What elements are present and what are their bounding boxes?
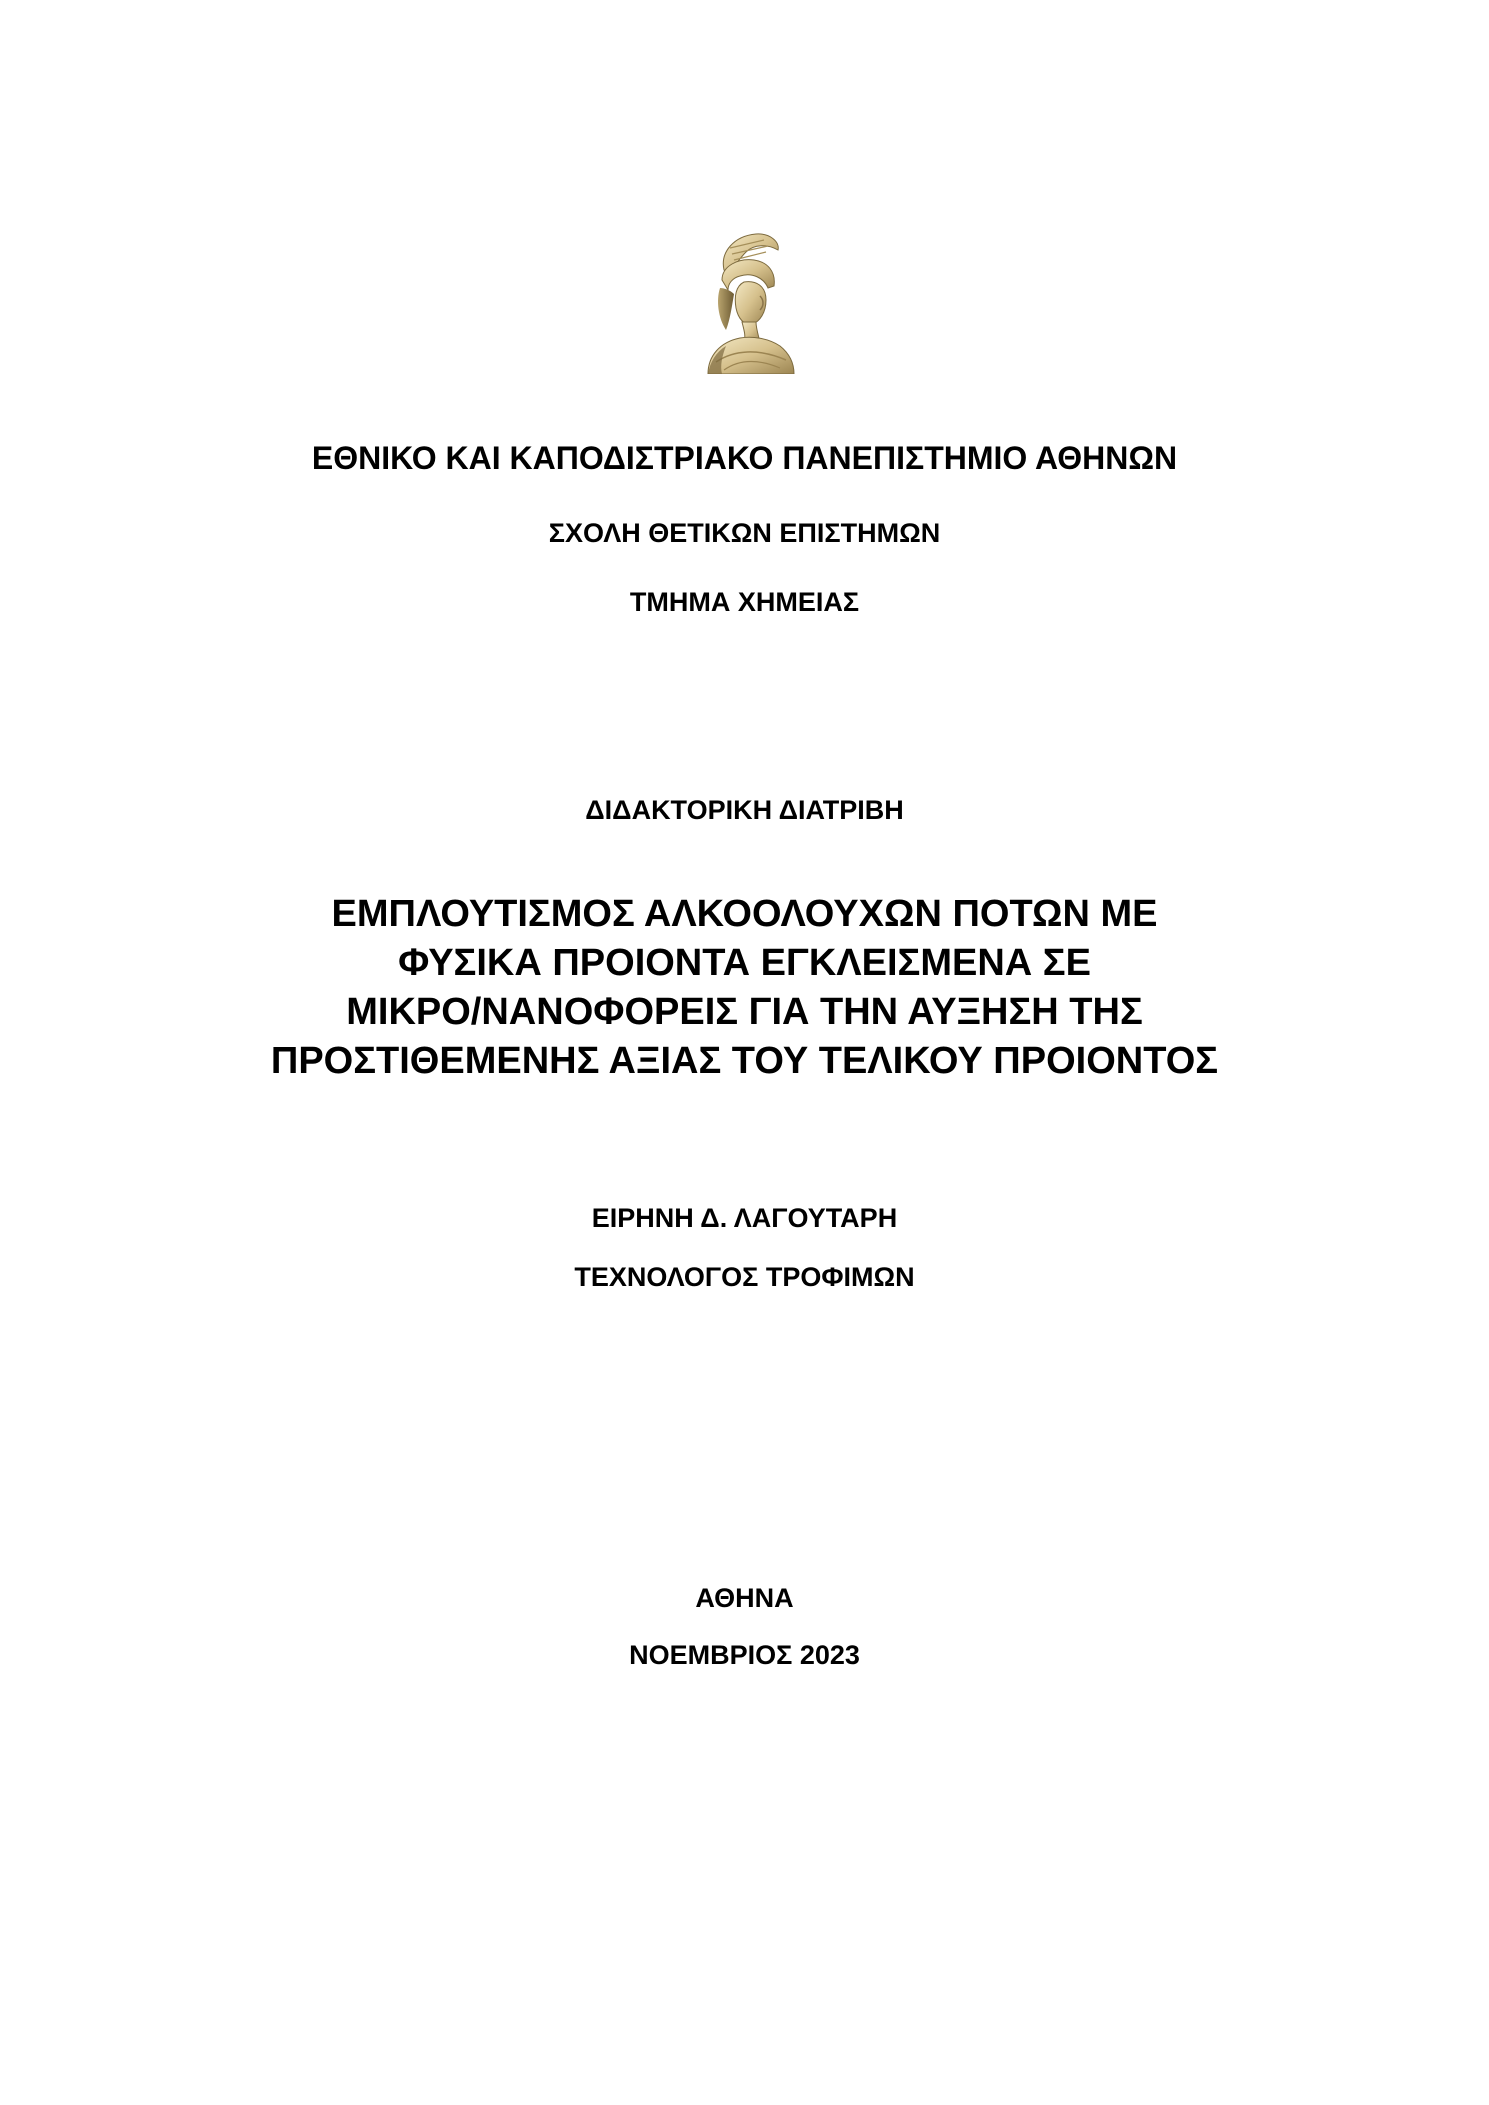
city: ΑΘΗΝΑ <box>695 1583 794 1613</box>
school-name: ΣΧΟΛΗ ΘΕΤΙΚΩΝ ΕΠΙΣΤΗΜΩΝ <box>548 518 941 548</box>
thesis-title-line: ΠΡΟΣΤΙΘΕΜΕΝΗΣ ΑΞΙΑΣ ΤΟΥ ΤΕΛΙΚΟΥ ΠΡΟΙΟΝΤΟΣ <box>270 1040 1219 1082</box>
publication-date: ΝΟΕΜΒΡΙΟΣ 2023 <box>629 1640 860 1670</box>
thesis-title <box>200 890 1289 1086</box>
author-name: ΕΙΡΗΝΗ Δ. ΛΑΓΟΥΤΑΡΗ <box>591 1203 898 1233</box>
university-name: ΕΘΝΙΚΟ ΚΑΙ ΚΑΠΟΔΙΣΤΡΙΑΚΟ ΠΑΝΕΠΙΣΤΗΜΙΟ ΑΘΗΝΩΝ <box>311 440 1178 476</box>
thesis-title-line: ΜΙΚΡΟ/ΝΑΝΟΦΟΡΕΙΣ ΓΙΑ ΤΗΝ ΑΥΞΗΣΗ ΤΗΣ <box>346 991 1143 1033</box>
author-profession: ΤΕΧΝΟΛΟΓΟΣ ΤΡΟΦΙΜΩΝ <box>574 1262 915 1292</box>
document-type: ΔΙΔΑΚΤΟΡΙΚΗ ΔΙΑΤΡΙΒΗ <box>585 795 904 825</box>
department-name: ΤΜΗΜΑ ΧΗΜΕΙΑΣ <box>629 587 860 617</box>
athena-bust-icon <box>694 230 796 374</box>
thesis-title-line: ΕΜΠΛΟΥΤΙΣΜΟΣ ΑΛΚΟΟΛΟΥΧΩΝ ΠΟΤΩΝ ΜΕ <box>331 893 1158 935</box>
thesis-title-line: ΦΥΣΙΚΑ ΠΡΟΙΟΝΤΑ ΕΓΚΛΕΙΣΜΕΝΑ ΣΕ <box>398 942 1091 984</box>
